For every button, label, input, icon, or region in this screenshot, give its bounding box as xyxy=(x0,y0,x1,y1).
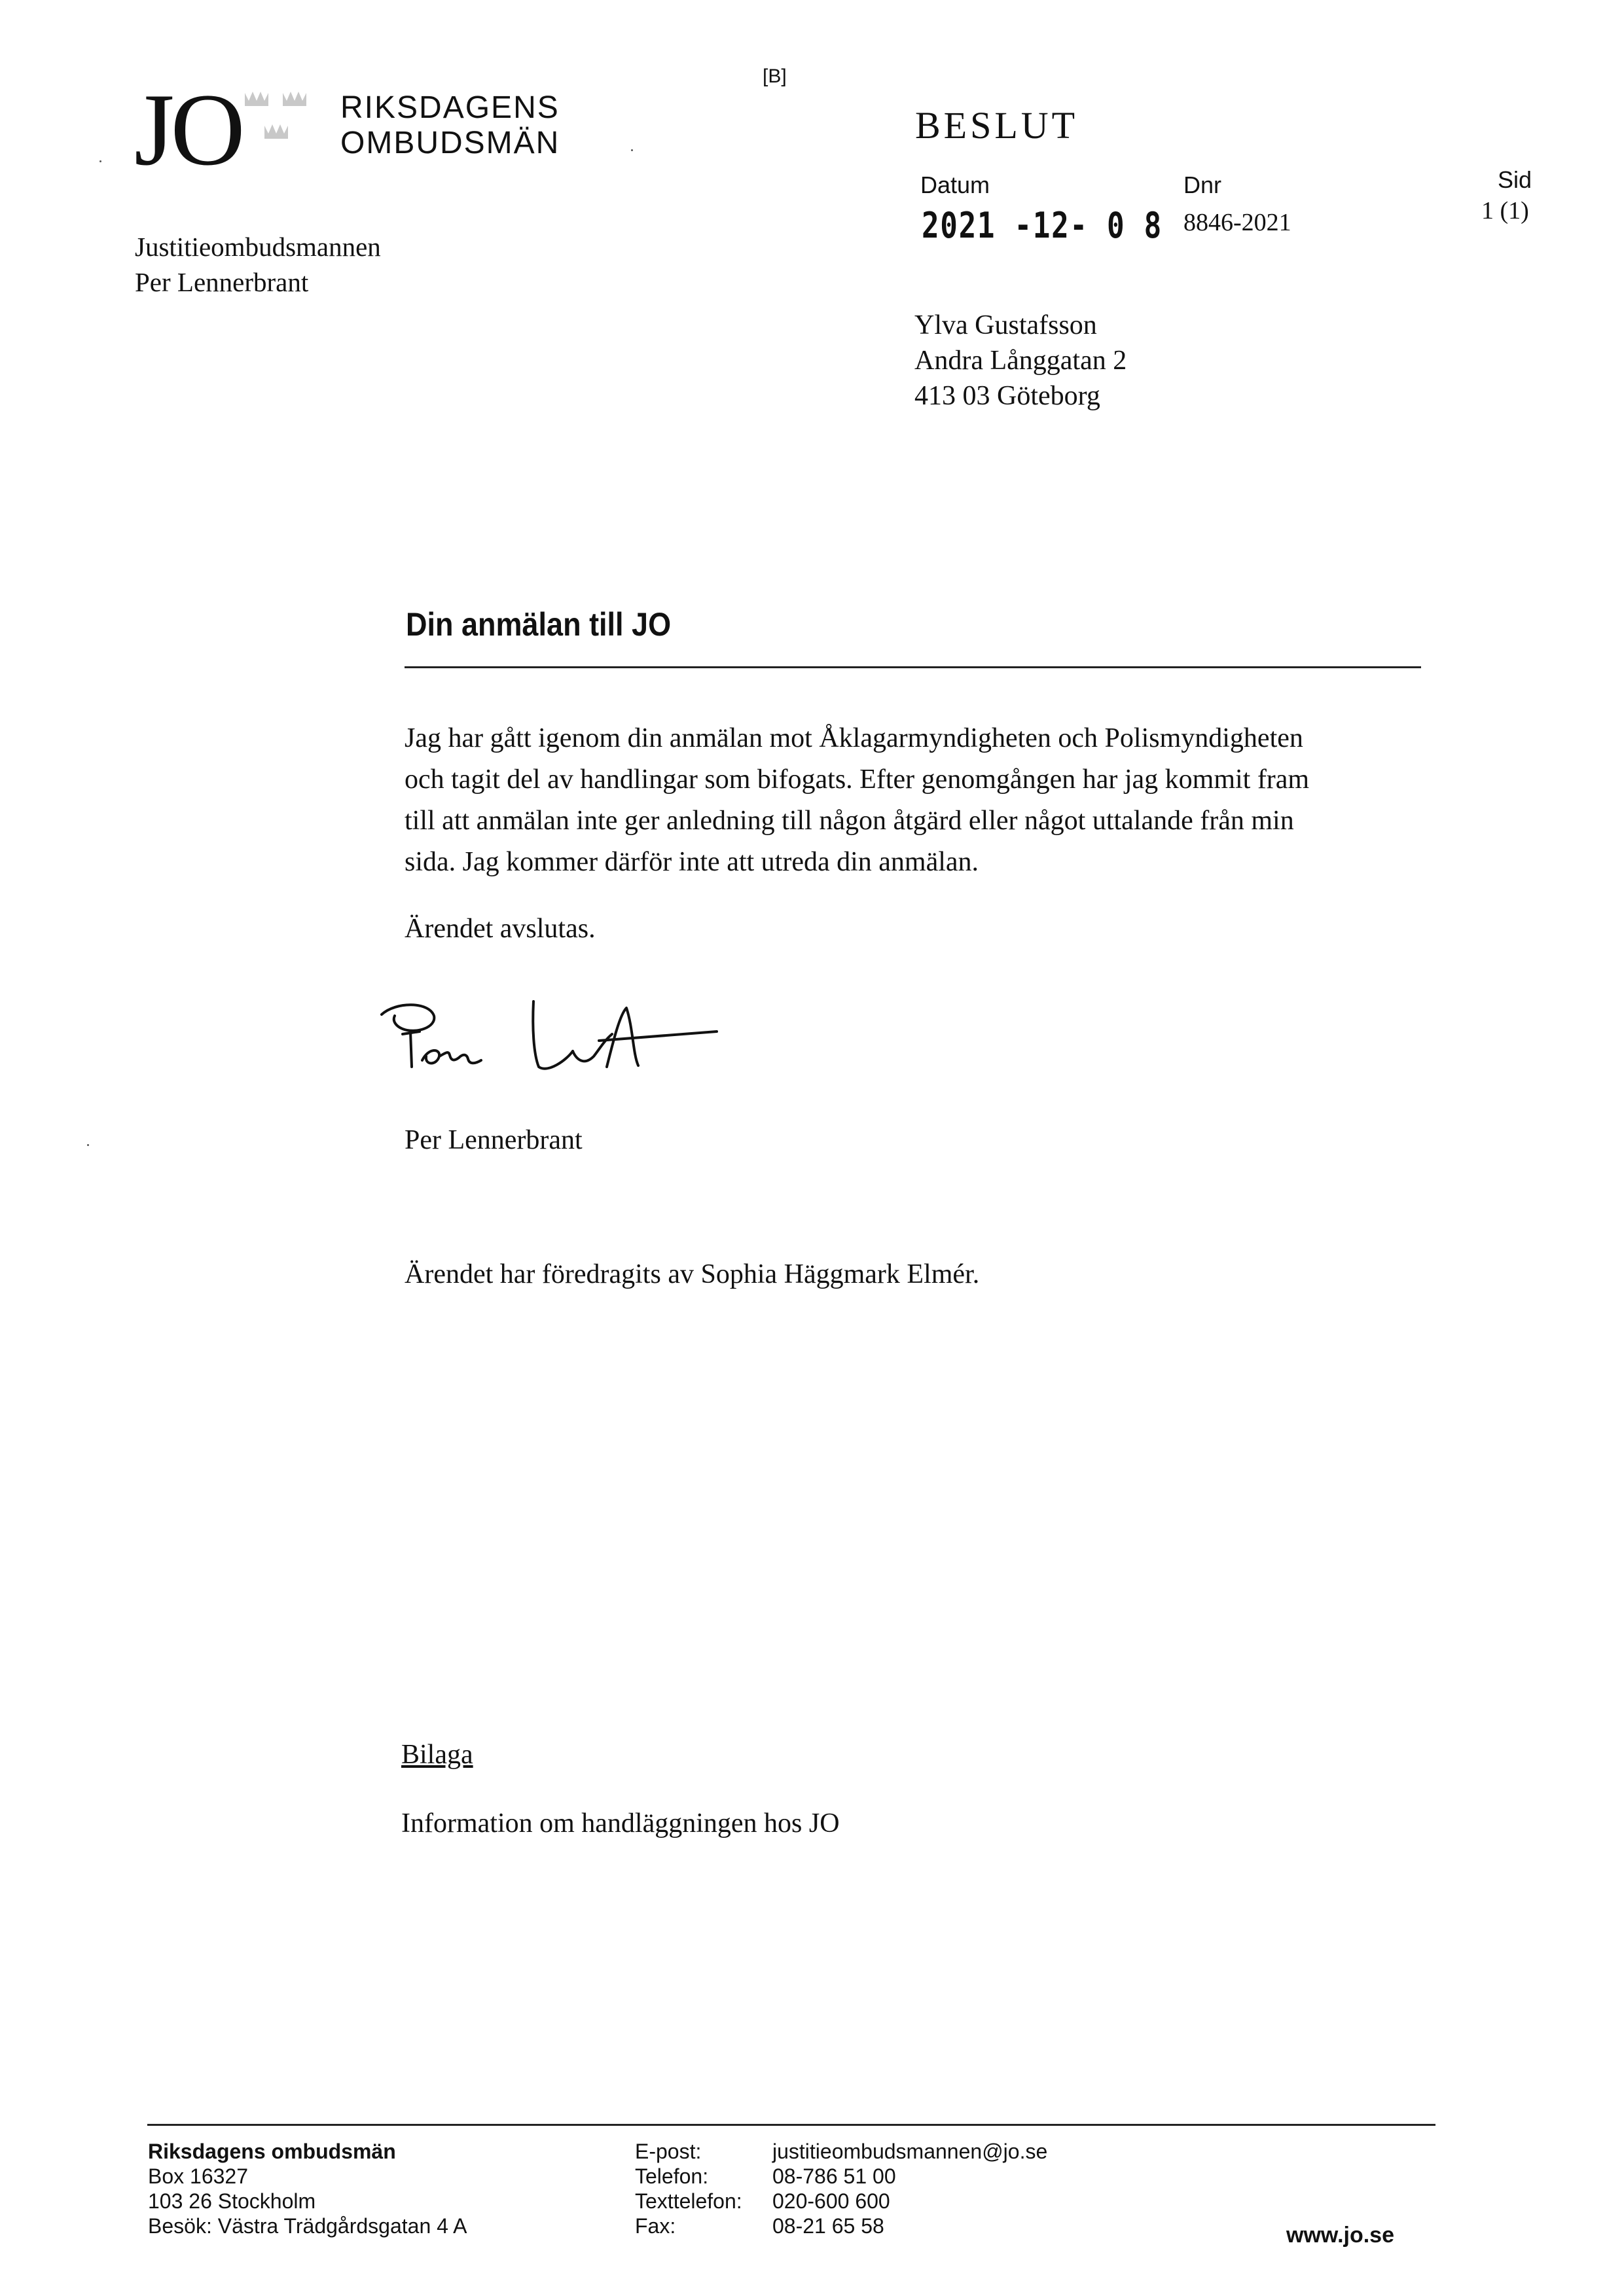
footer-contact-labels xyxy=(635,2139,742,2238)
signer-name: Per Lennerbrant xyxy=(405,1125,583,1155)
datum-label: Datum xyxy=(920,171,990,198)
footer-divider xyxy=(147,2124,1435,2126)
scan-speck xyxy=(87,1144,89,1146)
contact-label: Fax: xyxy=(635,2214,676,2238)
attachment-label: Bilaga xyxy=(401,1740,473,1770)
closing-line: Ärendet avslutas. xyxy=(405,914,596,944)
contact-label: Telefon: xyxy=(635,2164,709,2188)
contact-label: E-post: xyxy=(635,2140,702,2163)
three-crowns-icon xyxy=(242,86,334,152)
scan-speck xyxy=(631,149,633,151)
footer-contact-values xyxy=(772,2139,1047,2238)
sender-title: Justitieombudsmannen xyxy=(135,232,381,262)
heading-divider xyxy=(405,666,1421,668)
body-line: och tagit del av handlingar som bifogats. Efter genomgången har jag kommit fram xyxy=(405,764,1310,795)
recipient-name: Ylva Gustafsson xyxy=(914,310,1097,340)
letter-heading: Din anmälan till JO xyxy=(406,606,672,643)
contact-textphone: 020-600 600 xyxy=(772,2189,890,2213)
footer-org: Riksdagens ombudsmän xyxy=(148,2140,396,2163)
sender-name: Per Lennerbrant xyxy=(135,267,309,297)
logo-wordmark xyxy=(340,90,560,161)
scan-speck xyxy=(99,160,101,162)
recipient-address xyxy=(914,308,1127,414)
body-line: sida. Jag kommer därför inte att utreda din anmälan. xyxy=(405,847,979,877)
document-type-title: BESLUT xyxy=(915,104,1079,147)
recipient-street: Andra Långgatan 2 xyxy=(914,346,1127,376)
footer-box: Box 16327 xyxy=(148,2164,249,2188)
handwritten-signature xyxy=(376,988,730,1106)
date-stamp: 2021 -12- 0 8 xyxy=(922,205,1163,246)
document-mark: [B] xyxy=(763,65,787,87)
body-line: till att anmälan inte ger anledning till någon åtgärd eller något uttalande från min xyxy=(405,806,1294,836)
logo-jo-letters: JO xyxy=(134,73,242,187)
sid-label: Sid xyxy=(1498,166,1532,193)
sender-block xyxy=(135,229,381,300)
sid-value: 1 (1) xyxy=(1481,197,1529,224)
contact-fax: 08-21 65 58 xyxy=(772,2214,884,2238)
footer-org-address xyxy=(148,2139,467,2238)
body-line: Jag har gått igenom din anmälan mot Åklagarmyndigheten och Polismyndigheten xyxy=(405,723,1303,753)
logo-line-2: OMBUDSMÄN xyxy=(340,126,560,160)
dnr-label: Dnr xyxy=(1183,171,1222,198)
attachment-item: Information om handläggningen hos JO xyxy=(401,1808,840,1839)
letter-body xyxy=(405,718,1439,883)
footer-postal: 103 26 Stockholm xyxy=(148,2189,316,2213)
logo-line-1: RIKSDAGENS xyxy=(340,90,560,125)
dnr-value: 8846-2021 xyxy=(1183,209,1291,236)
contact-phone: 08-786 51 00 xyxy=(772,2164,896,2188)
presenter-line: Ärendet har föredragits av Sophia Häggmark Elmér. xyxy=(405,1259,980,1289)
contact-label: Texttelefon: xyxy=(635,2189,742,2213)
recipient-city: 413 03 Göteborg xyxy=(914,381,1100,411)
website-link[interactable]: www.jo.se xyxy=(1286,2223,1395,2248)
footer-visit: Besök: Västra Trädgårdsgatan 4 A xyxy=(148,2214,467,2238)
contact-email[interactable]: justitieombudsmannen@jo.se xyxy=(772,2140,1048,2163)
